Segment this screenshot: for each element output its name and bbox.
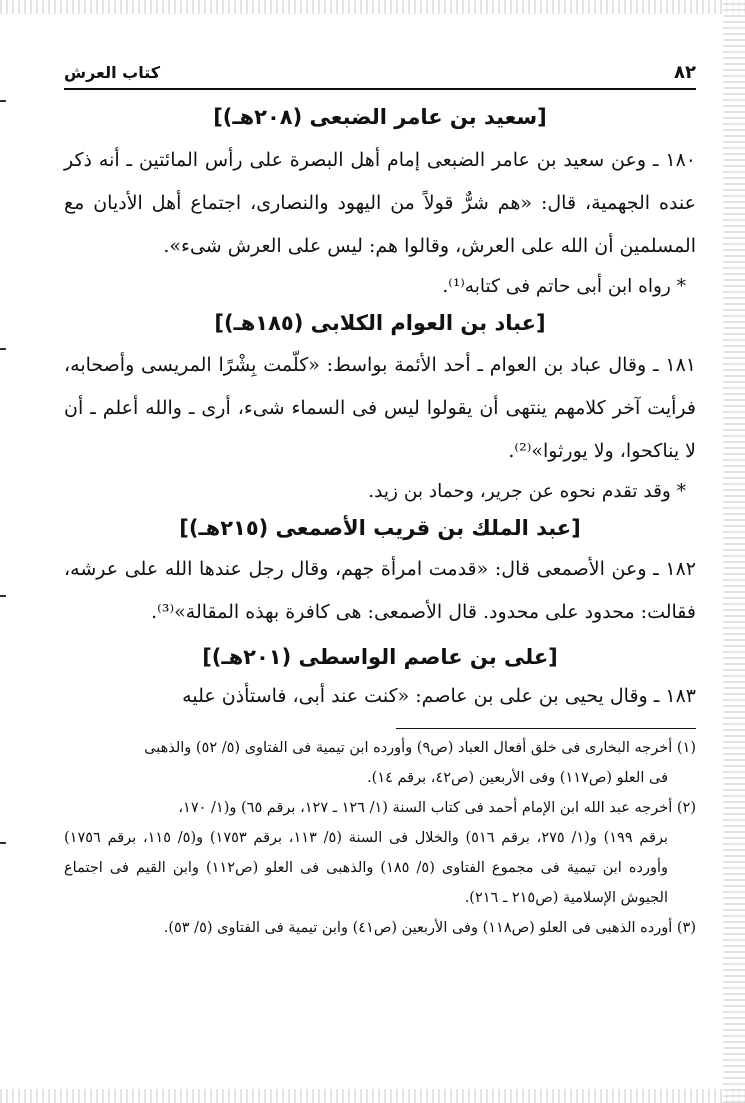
margin-tick-mark — [0, 348, 6, 350]
margin-tick-mark — [0, 595, 6, 597]
margin-tick-mark — [0, 100, 6, 102]
footnote-1 — [64, 733, 696, 763]
paragraph-181: ١٨١ ـ وقال عباد بن العوام ـ أحد الأئمة بواسط: «كلّمت بِشْرًا المريسى وأصحابه، فرأيت آخر كلامهم ينتهى أن يقولوا ليس فى السماء شىء، أرى ـ والله أعلم ـ أن لا يناكحوا، ولا يورثوا»⁽²⁾. — [64, 353, 696, 462]
page-bottom-ornament-border — [0, 1089, 745, 1103]
paragraph-181-note: * وقد تقدم نحوه عن جرير، وحماد بن زيد. — [368, 480, 686, 502]
footnote-3-line: (٣) أورده الذهبى فى العلو (ص١١٨) وفى الأربعين (ص٤١) وابن تيمية فى الفتاوى (٥/ ٥٣). — [163, 920, 696, 937]
paragraph-182: ١٨٢ ـ وعن الأصمعى قال: «قدمت امرأة جهم، وقال رجل عندها الله على عرشه، فقالت: محدود على محدود. قال الأصمعى: هى كافرة بهذه المقالة»⁽³⁾. — [64, 557, 696, 623]
section-heading: [سعيد بن عامر الضبعى (٢٠٨هـ)] — [213, 105, 547, 129]
paragraph-180: ١٨٠ ـ وعن سعيد بن عامر الضبعى إمام أهل البصرة على رأس المائتين ـ أنه ذكر عنده الجهمية، قال: «هم شرٌّ قولاً من اليهود والنصارى، اجتماع أهل الأديان مع المسلمين أن الله على العرش، وقالوا هم: ليس على العرش شىء». — [64, 149, 696, 258]
footnote-2-first-line: (٢) أخرجه عبد الله ابن الإمام أحمد فى كتاب السنة (١/ ١٢٦ ـ ١٢٧، برقم ٦٥) و(١/ ١٧٠، — [178, 800, 696, 817]
running-header — [64, 56, 696, 90]
footnote-3 — [64, 913, 696, 943]
footnotes — [64, 733, 696, 943]
paragraph-180-note: * رواه ابن أبى حاتم فى كتابه⁽¹⁾. — [442, 276, 686, 298]
running-title: كتاب العرش — [64, 62, 161, 82]
section-heading: [على بن عاصم الواسطى (٢٠١هـ)] — [202, 644, 558, 669]
margin-tick-mark — [0, 842, 6, 844]
section-heading: [عبد الملك بن قريب الأصمعى (٢١٥هـ)] — [179, 515, 581, 540]
footnote-2 — [64, 793, 696, 823]
footnote-1-continuation: فى العلو (ص١١٧) وفى الأربعين (ص٤٢، برقم ١٤). — [367, 770, 668, 787]
page-right-ornament-border — [723, 0, 745, 1103]
book-page — [64, 56, 696, 1056]
section-heading: [عباد بن العوام الكلابى (١٨٥هـ)] — [214, 311, 546, 336]
footnote-1-first-line: (١) أخرجه البخارى فى خلق أفعال العباد (ص٩) وأورده ابن تيمية فى الفتاوى (٥/ ٥٢) والذهبى — [144, 740, 696, 757]
page-top-ornament-border — [0, 0, 745, 14]
page-number: ٨٢ — [674, 61, 696, 83]
footnote-separator — [396, 728, 696, 729]
paragraph-183: ١٨٣ ـ وقال يحيى بن على بن عاصم: «كنت عند أبى، فاستأذن عليه — [182, 685, 696, 708]
footnote-2-continuation: برقم ١٩٩) و(١/ ٢٧٥، برقم ٥١٦) والخلال فى السنة (٥/ ١١٣، برقم ١٧٥٣) و(٥/ ١١٥، برقم ١٧٥٦) وأورده ابن تيمية فى مجموع الفتاوى (٥/ ١٨٥) والذهبى فى العلو (ص١١٢) وابن القيم فى اجتماع الجيوش الإسلامية (ص٢١٥ ـ ٢١٦). — [64, 830, 668, 907]
